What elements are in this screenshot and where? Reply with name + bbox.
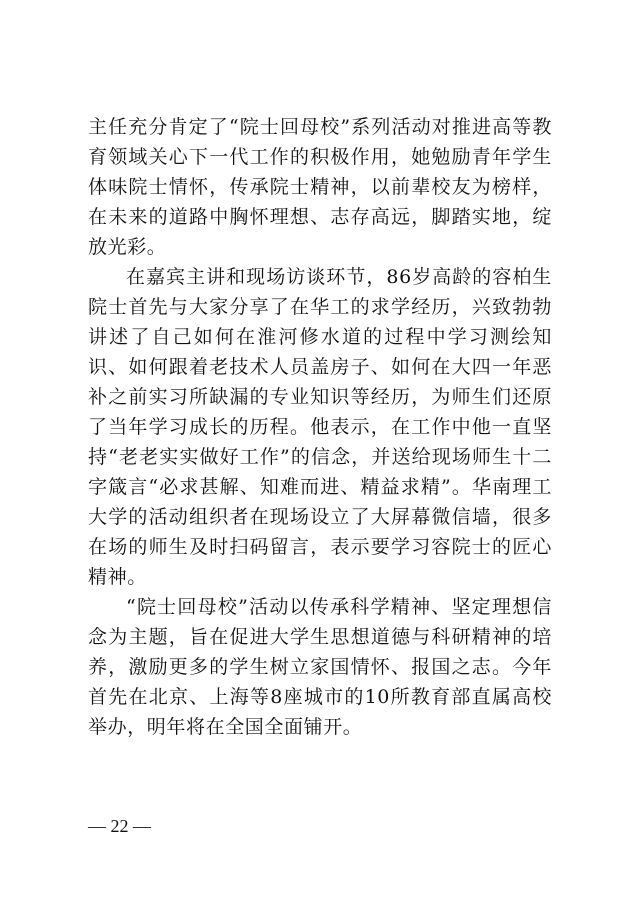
paragraph-1: 主任充分肯定了“院士回母校”系列活动对推进高等教育领域关心下一代工作的积极作用，她勉励青年学生体味院士情怀，传承院士精神，以前辈校友为榜样，在未来的道路中胸怀理想、志存高远，脚踏实地，绽放光彩。 bbox=[88, 116, 552, 258]
page-number: — 22 — bbox=[88, 816, 151, 836]
paragraph-3: “院士回母校”活动以传承科学精神、坚定理想信念为主题，旨在促进大学生思想道德与科研精神的培养，激励更多的学生树立家国情怀、报国之志。今年首先在北京、上海等8座城市的10所教育部直属高校举办，明年将在全国全面铺开。 bbox=[88, 596, 552, 738]
document-body bbox=[88, 112, 552, 742]
paragraph-2: 在嘉宾主讲和现场访谈环节，86岁高龄的容柏生院士首先与大家分享了在华工的求学经历，兴致勃勃讲述了自己如何在淮河修水道的过程中学习测绘知识、如何跟着老技术人员盖房子、如何在大四一年恶补之前实习所缺漏的专业知识等经历，为师生们还原了当年学习成长的历程。他表示，在工作中他一直坚持“老老实实做好工作”的信念，并送给现场师生十二字箴言“必求甚解、知难而进、精益求精”。华南理工大学的活动组织者在现场设立了大屏幕微信墙，很多在场的师生及时扫码留言，表示要学习容院士的匠心精神。 bbox=[88, 266, 552, 588]
